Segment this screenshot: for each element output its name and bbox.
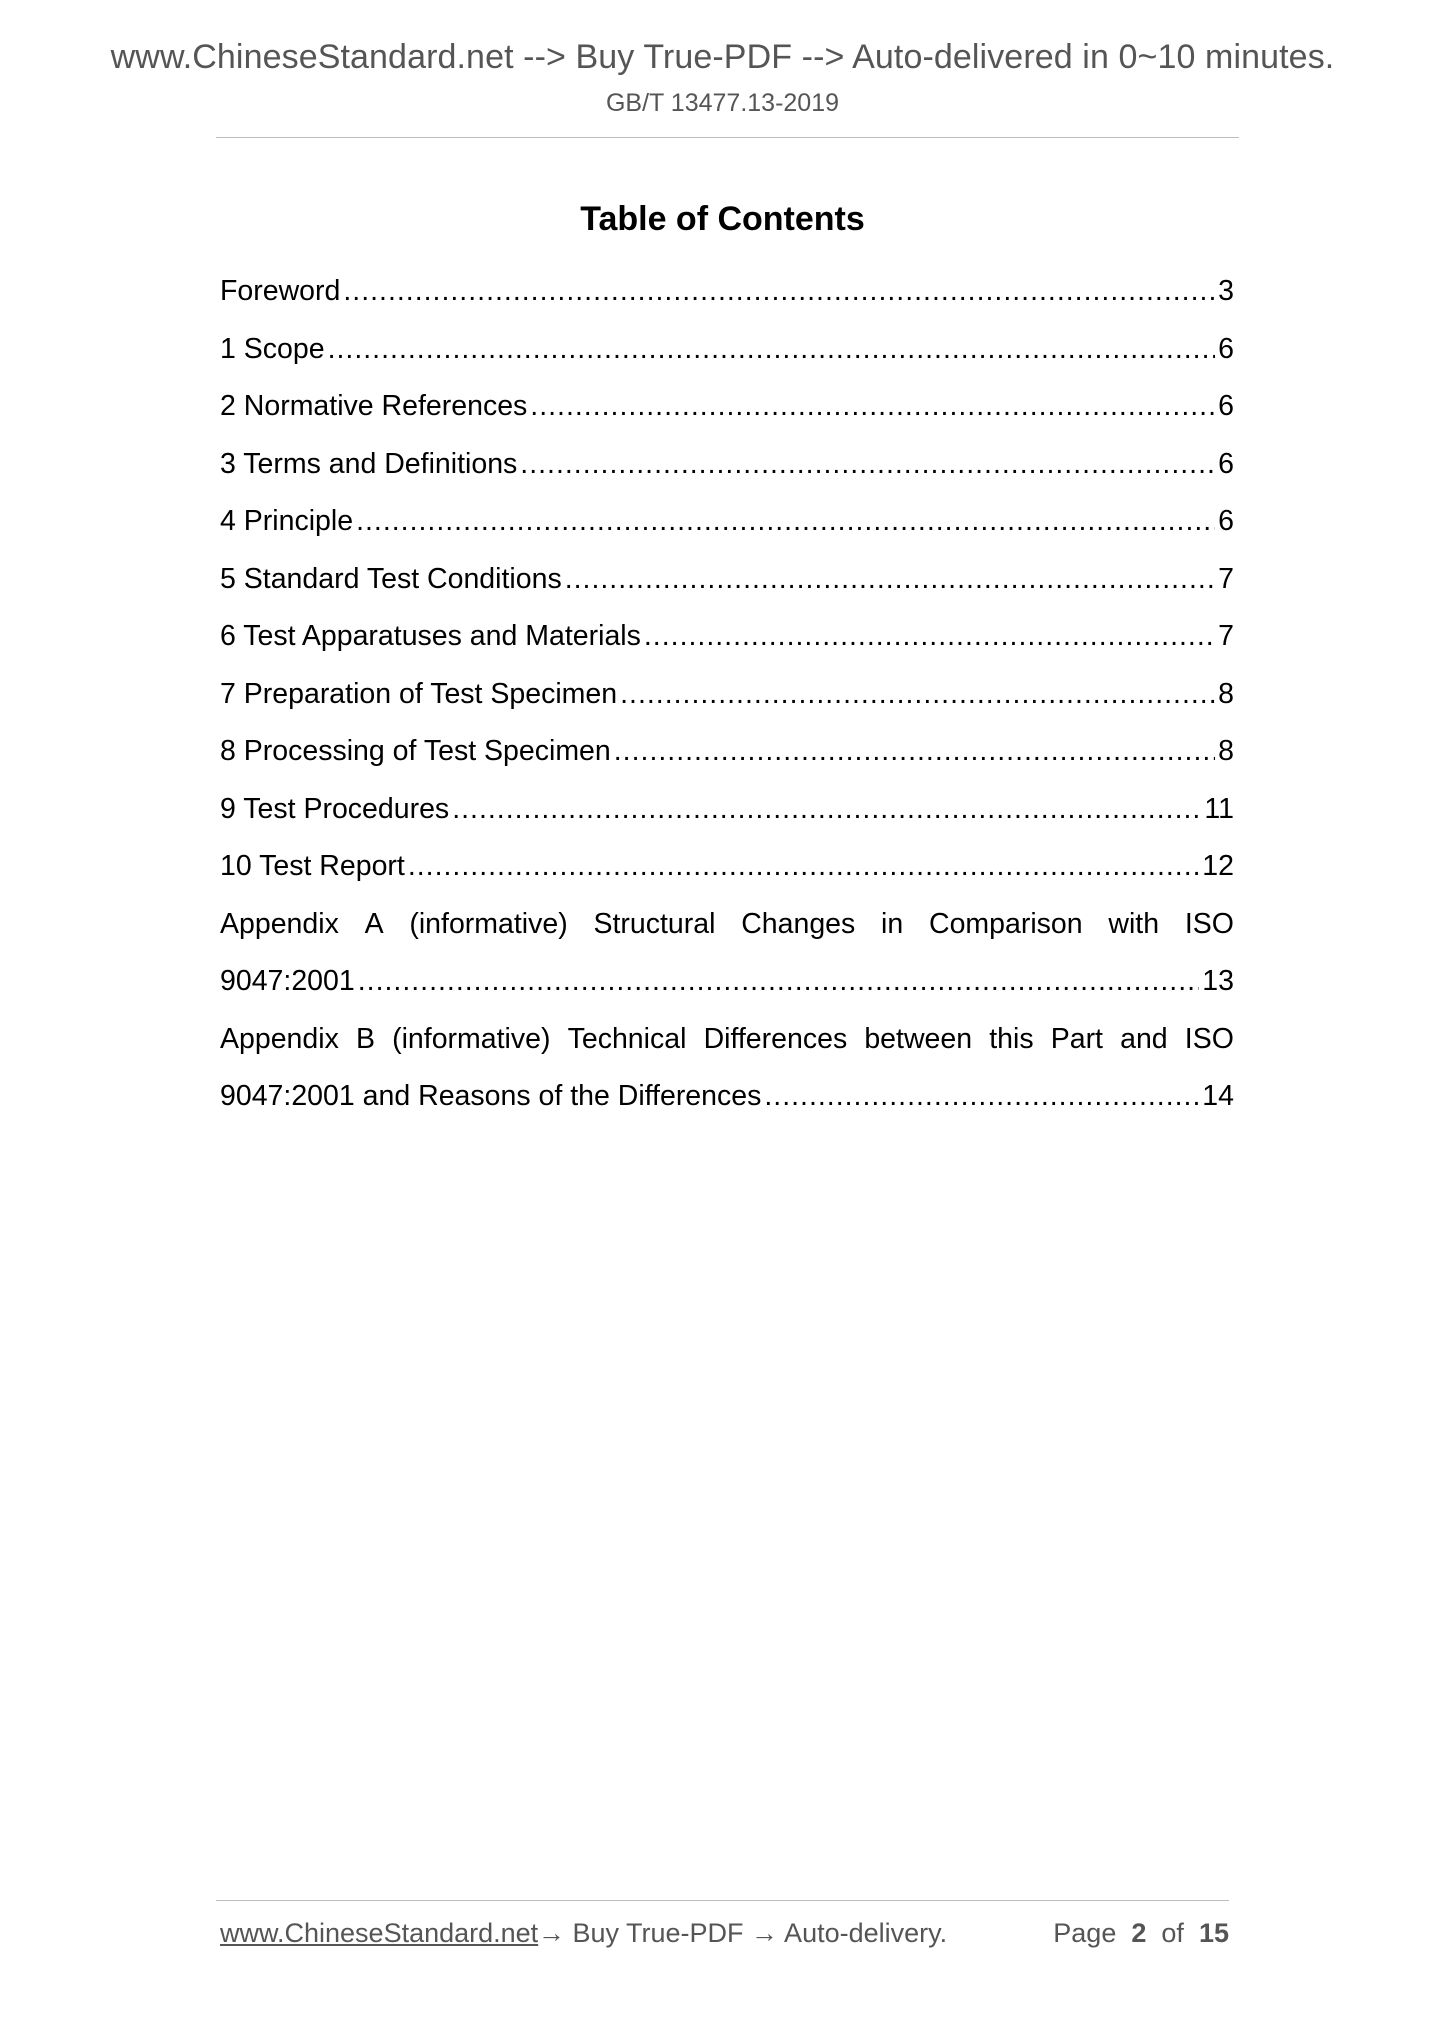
- toc-entry-page: 14: [1202, 1080, 1234, 1112]
- toc-entry-terms-and-definitions[interactable]: [220, 436, 1234, 494]
- toc-leader-dots: [644, 608, 1215, 666]
- toc-entry-label: 2 Normative References: [220, 390, 528, 422]
- table-of-contents: [220, 263, 1234, 1126]
- toc-word: ISO: [1184, 907, 1234, 940]
- toc-entry-label: 9 Test Procedures: [220, 792, 450, 825]
- toc-word: ISO: [1184, 1022, 1234, 1055]
- toc-word: Appendix: [220, 1022, 339, 1055]
- footer-tagline: → Buy True-PDF → Auto-delivery.: [538, 1918, 948, 1948]
- toc-entry-normative-references[interactable]: [220, 378, 1234, 436]
- page-current: 2: [1131, 1918, 1147, 1948]
- toc-leader-dots: [565, 551, 1215, 609]
- toc-entry-page: 8: [1218, 677, 1234, 710]
- toc-entry-test-procedures[interactable]: [220, 781, 1234, 839]
- toc-word: in: [881, 907, 904, 940]
- toc-entry-appendix-a-line1[interactable]: [220, 896, 1234, 954]
- toc-entry-page: 3: [1218, 275, 1234, 307]
- toc-entry-page: 8: [1218, 735, 1234, 767]
- toc-entry-test-report[interactable]: [220, 838, 1234, 896]
- toc-entry-label: 9047:2001 and Reasons of the Differences: [220, 1080, 762, 1112]
- document-code: GB/T 13477.13-2019: [605, 89, 840, 117]
- toc-entry-label: 5 Standard Test Conditions: [220, 562, 562, 595]
- toc-word: Structural: [593, 907, 716, 940]
- toc-entry-appendix-b-line1[interactable]: [220, 1011, 1234, 1069]
- footer-divider: [216, 1900, 1229, 1901]
- toc-entry-label: 9047:2001: [220, 965, 355, 997]
- toc-leader-dots: [520, 436, 1215, 494]
- toc-word: Changes: [741, 907, 856, 940]
- toc-leader-dots: [530, 378, 1215, 436]
- toc-entry-page: 7: [1218, 620, 1234, 652]
- toc-leader-dots: [620, 666, 1215, 724]
- toc-entry-page: 11: [1204, 792, 1234, 825]
- toc-leader-dots: [328, 321, 1216, 379]
- page-of-label: of: [1161, 1918, 1184, 1948]
- toc-entry-label: 4 Principle: [220, 505, 354, 537]
- toc-word: Part: [1050, 1022, 1103, 1055]
- toc-entry-page: 6: [1218, 447, 1234, 480]
- toc-entry-page: 13: [1202, 965, 1234, 997]
- page-footer: [220, 1918, 1229, 1958]
- toc-leader-dots: [614, 723, 1215, 781]
- toc-entry-label: Foreword: [220, 275, 341, 307]
- toc-entry-label: 8 Processing of Test Specimen: [220, 735, 611, 767]
- toc-word: A: [364, 907, 384, 940]
- toc-word: with: [1108, 907, 1160, 940]
- toc-entry-page: 6: [1218, 505, 1234, 537]
- page-label: Page: [1053, 1918, 1117, 1948]
- toc-word: this: [989, 1022, 1034, 1055]
- toc-entry-principle[interactable]: [220, 493, 1234, 551]
- toc-word: Comparison: [928, 907, 1083, 940]
- toc-word: Differences: [703, 1022, 848, 1055]
- toc-entry-processing-of-specimen[interactable]: [220, 723, 1234, 781]
- toc-entry-label: 7 Preparation of Test Specimen: [220, 677, 618, 710]
- toc-leader-dots: [408, 838, 1199, 896]
- toc-leader-dots: [356, 493, 1215, 551]
- toc-entry-scope[interactable]: [220, 321, 1234, 379]
- toc-entry-foreword[interactable]: [220, 263, 1234, 321]
- toc-entry-preparation-of-specimen[interactable]: [220, 666, 1234, 724]
- toc-word: Technical: [567, 1022, 687, 1055]
- toc-entry-page: 7: [1218, 562, 1234, 595]
- toc-leader-dots: [764, 1068, 1199, 1126]
- toc-entry-label: 6 Test Apparatuses and Materials: [220, 620, 641, 652]
- toc-entry-appendix-a-line2[interactable]: [220, 953, 1234, 1011]
- toc-leader-dots: [452, 781, 1201, 839]
- toc-title: Table of Contents: [580, 200, 865, 238]
- toc-word: (informative): [392, 1022, 551, 1055]
- toc-entry-label: 1 Scope: [220, 332, 325, 365]
- toc-entry-label: 3 Terms and Definitions: [220, 447, 518, 480]
- toc-entry-appendix-b-line2[interactable]: [220, 1068, 1234, 1126]
- page-number: [1053, 1918, 1229, 1949]
- header-divider: [216, 137, 1239, 138]
- toc-entry-standard-test-conditions[interactable]: [220, 551, 1234, 609]
- page-total: 15: [1198, 1918, 1229, 1948]
- toc-entry-page: 12: [1202, 850, 1234, 882]
- toc-leader-dots: [358, 953, 1200, 1011]
- toc-entry-page: 6: [1218, 332, 1234, 365]
- toc-word: and: [1120, 1022, 1168, 1055]
- toc-leader-dots: [343, 263, 1215, 321]
- toc-word: B: [355, 1022, 375, 1055]
- toc-word: (informative): [409, 907, 568, 940]
- toc-entry-test-apparatuses[interactable]: [220, 608, 1234, 666]
- toc-word: between: [864, 1022, 973, 1055]
- top-banner: www.ChineseStandard.net --> Buy True-PDF --> Auto-delivered in 0~10 minutes.: [110, 38, 1335, 76]
- footer-site-link[interactable]: www.ChineseStandard.net: [220, 1918, 539, 1948]
- toc-entry-label: 10 Test Report: [220, 850, 405, 882]
- toc-word: Appendix: [220, 907, 339, 940]
- toc-entry-page: 6: [1218, 390, 1234, 422]
